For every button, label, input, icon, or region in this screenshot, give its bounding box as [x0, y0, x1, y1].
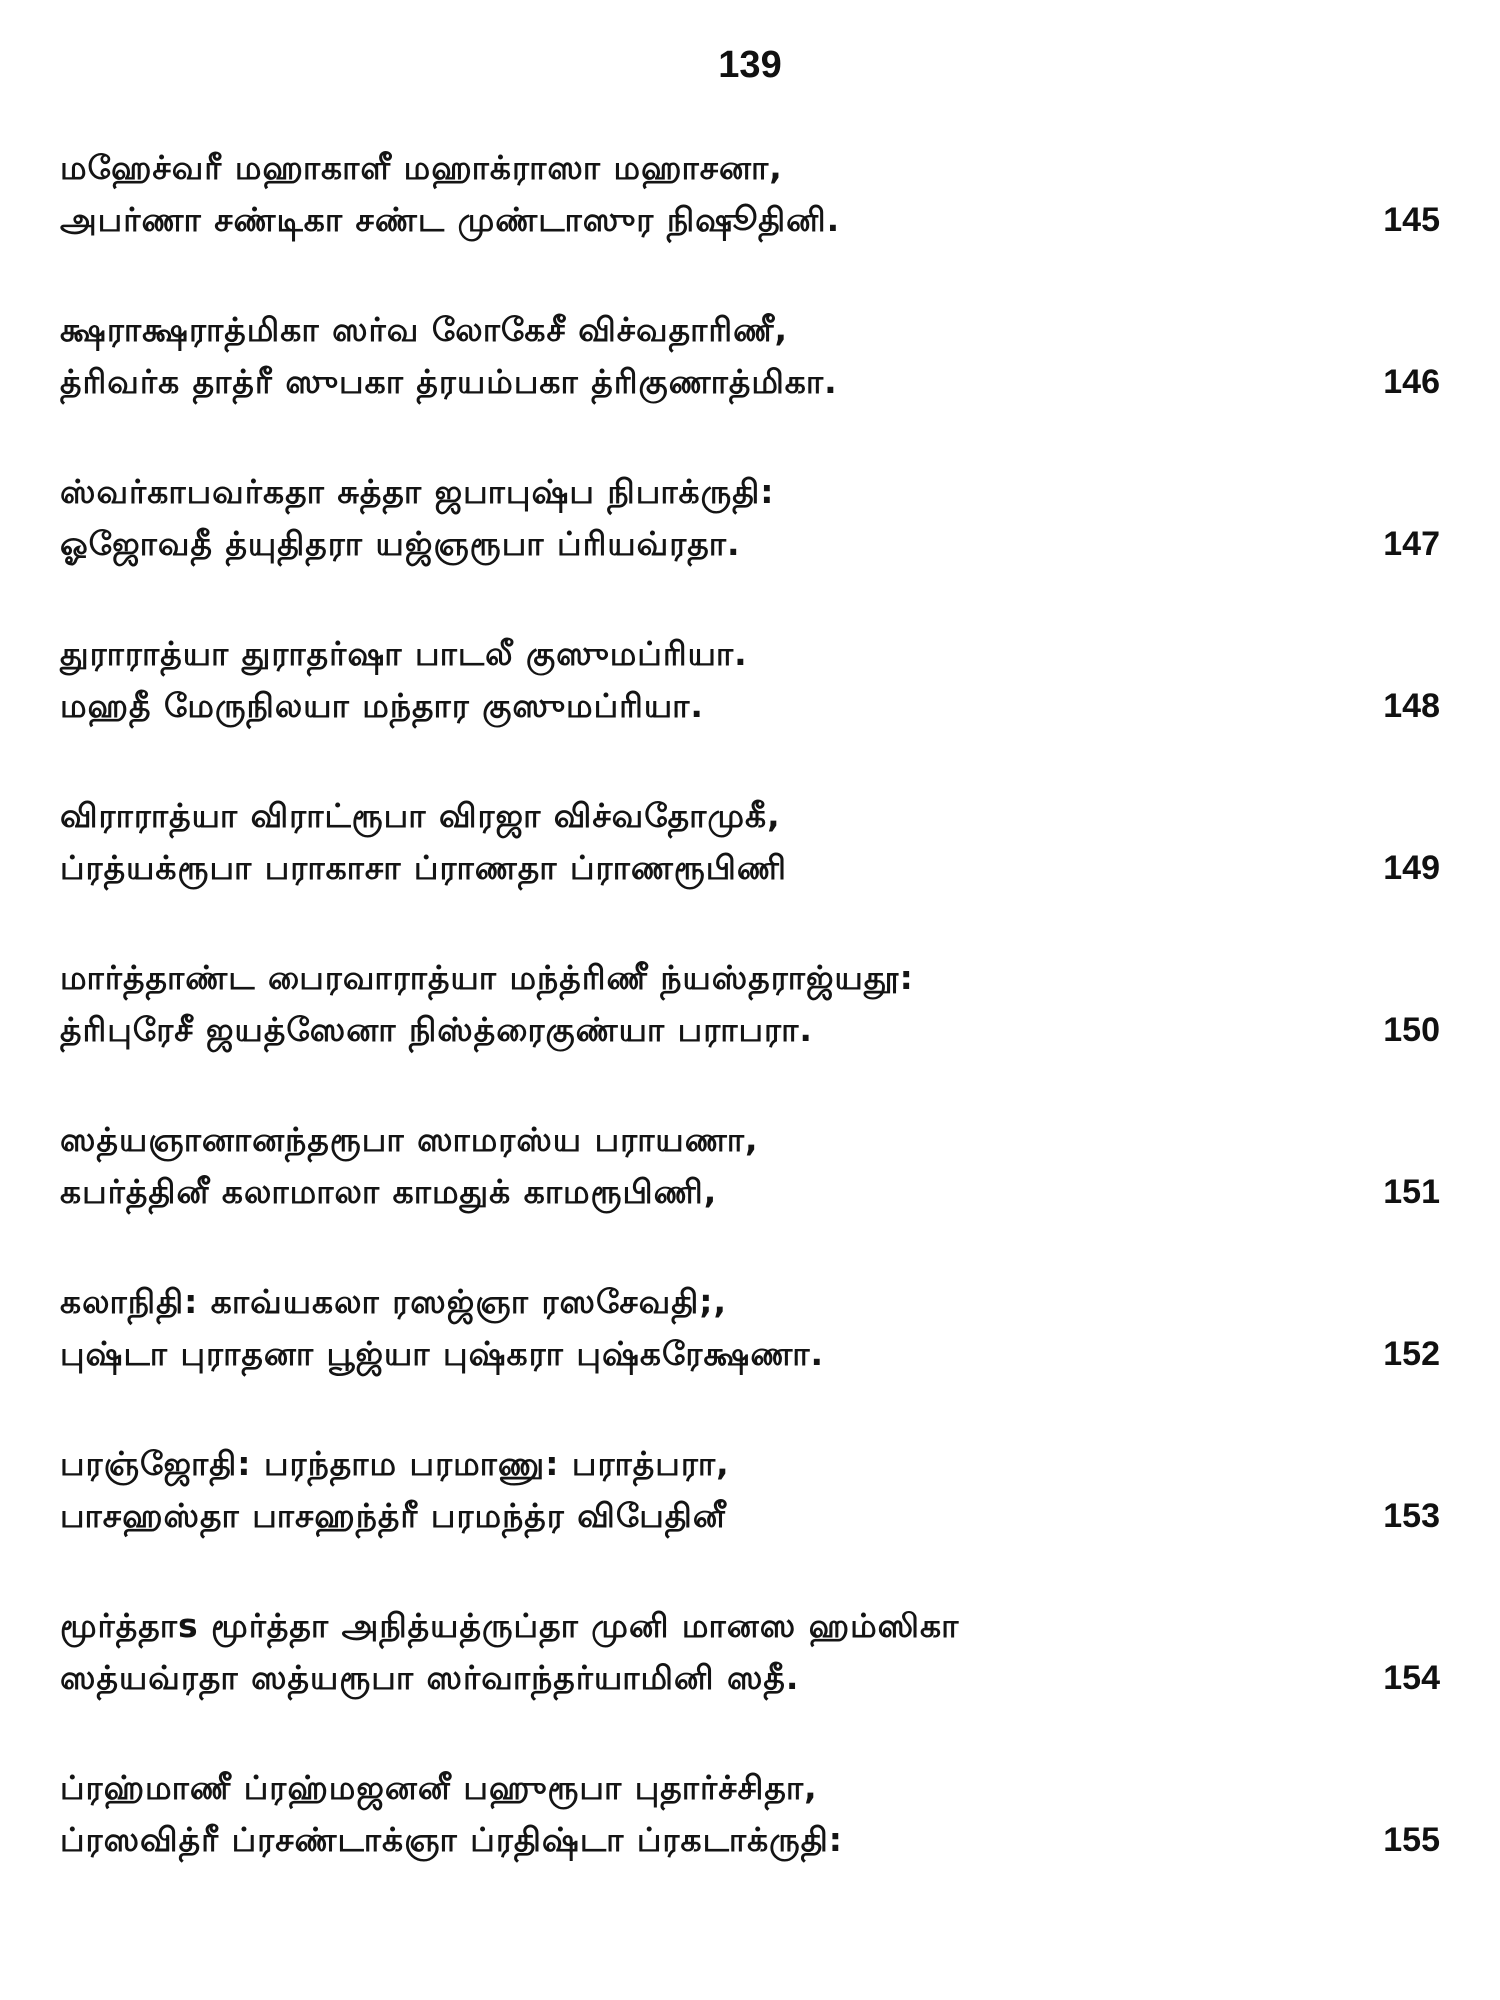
verse-line-2: ஸத்யவ்ரதா ஸத்யரூபா ஸர்வாந்தர்யாமினி ஸதீ.: [60, 1658, 800, 1697]
verse-number: 152: [1383, 1335, 1440, 1373]
verse-number: 154: [1383, 1659, 1440, 1697]
verse-list: [60, 142, 1460, 1924]
verse-line-2: அபர்ணா சண்டிகா சண்ட முண்டாஸுர நிஷூதினி.: [60, 200, 841, 239]
verse-146: [60, 304, 1460, 466]
verse-153: [60, 1438, 1460, 1600]
verse-150: [60, 952, 1460, 1114]
verse-line-2: த்ரிபுரேசீ ஜயத்ஸேனா நிஸ்த்ரைகுண்யா பராபரா.: [60, 1010, 813, 1049]
verse-line-1: மூர்த்தாꜱ மூர்த்தா அநித்யத்ருப்தா முனி மானஸ ஹம்ஸிகா: [60, 1606, 960, 1645]
verse-line-1: கலாநிதி: காவ்யகலா ரஸஜ்ஞா ரஸசேவதி;,: [60, 1282, 728, 1321]
verse-147: [60, 466, 1460, 628]
verse-line-2: ஓஜோவதீ த்யுதிதரா யஜ்ஞரூபா ப்ரியவ்ரதா.: [60, 524, 741, 563]
verse-line-2: ப்ரத்யக்ரூபா பராகாசா ப்ராணதா ப்ராணரூபிணி: [60, 848, 787, 887]
verse-number: 145: [1383, 201, 1440, 239]
page-number: 139: [718, 44, 782, 86]
verse-number: 150: [1383, 1011, 1440, 1049]
verse-145: [60, 142, 1460, 304]
verse-line-2: த்ரிவர்க தாத்ரீ ஸுபகா த்ரயம்பகா த்ரிகுணாத்மிகா.: [60, 362, 838, 401]
verse-line-1: ஸ்வர்காபவர்கதா சுத்தா ஜபாபுஷ்ப நிபாக்ருதி:: [60, 472, 775, 511]
verse-line-2: புஷ்டா புராதனா பூஜ்யா புஷ்கரா புஷ்கரேக்ஷணா.: [60, 1334, 825, 1373]
verse-line-1: மஹேச்வரீ மஹாகாளீ மஹாக்ராஸா மஹாசனா,: [60, 148, 783, 187]
verse-number: 151: [1383, 1173, 1440, 1211]
verse-number: 153: [1383, 1497, 1440, 1535]
verse-149: [60, 790, 1460, 952]
verse-151: [60, 1114, 1460, 1276]
verse-line-2: ப்ரஸவித்ரீ ப்ரசண்டாக்ஞா ப்ரதிஷ்டா ப்ரகடாக்ருதி:: [60, 1820, 844, 1859]
verse-155: [60, 1762, 1460, 1924]
verse-line-1: க்ஷராக்ஷராத்மிகா ஸர்வ லோகேசீ விச்வதாரிணீ,: [60, 310, 789, 349]
verse-152: [60, 1276, 1460, 1438]
verse-number: 155: [1383, 1821, 1440, 1859]
verse-line-1: ஸத்யஞானானந்தரூபா ஸாமரஸ்ய பராயணா,: [60, 1120, 759, 1159]
verse-line-1: விராராத்யா விராட்ரூபா விரஜா விச்வதோமுகீ,: [60, 796, 781, 835]
verse-line-1: துராராத்யா துராதர்ஷா பாடலீ குஸுமப்ரியா.: [60, 634, 748, 673]
verse-line-1: பரஞ்ஜோதி: பரந்தாம பரமாணு: பராத்பரா,: [60, 1444, 730, 1483]
verse-line-1: மார்த்தாண்ட பைரவாராத்யா மந்த்ரிணீ ந்யஸ்தராஜ்யதூ:: [60, 958, 914, 997]
verse-line-2: கபர்த்தினீ கலாமாலா காமதுக் காமரூபிணி,: [60, 1172, 718, 1211]
verse-number: 147: [1383, 525, 1440, 563]
verse-line-2: பாசஹஸ்தா பாசஹந்த்ரீ பரமந்த்ர விபேதினீ: [60, 1496, 726, 1535]
verse-number: 149: [1383, 849, 1440, 887]
verse-154: [60, 1600, 1460, 1762]
verse-line-2: மஹதீ மேருநிலயா மந்தார குஸுமப்ரியா.: [60, 686, 704, 725]
verse-line-1: ப்ரஹ்மாணீ ப்ரஹ்மஜனனீ பஹுரூபா புதார்ச்சிதா,: [60, 1768, 818, 1807]
verse-number: 148: [1383, 687, 1440, 725]
verse-148: [60, 628, 1460, 790]
verse-number: 146: [1383, 363, 1440, 401]
